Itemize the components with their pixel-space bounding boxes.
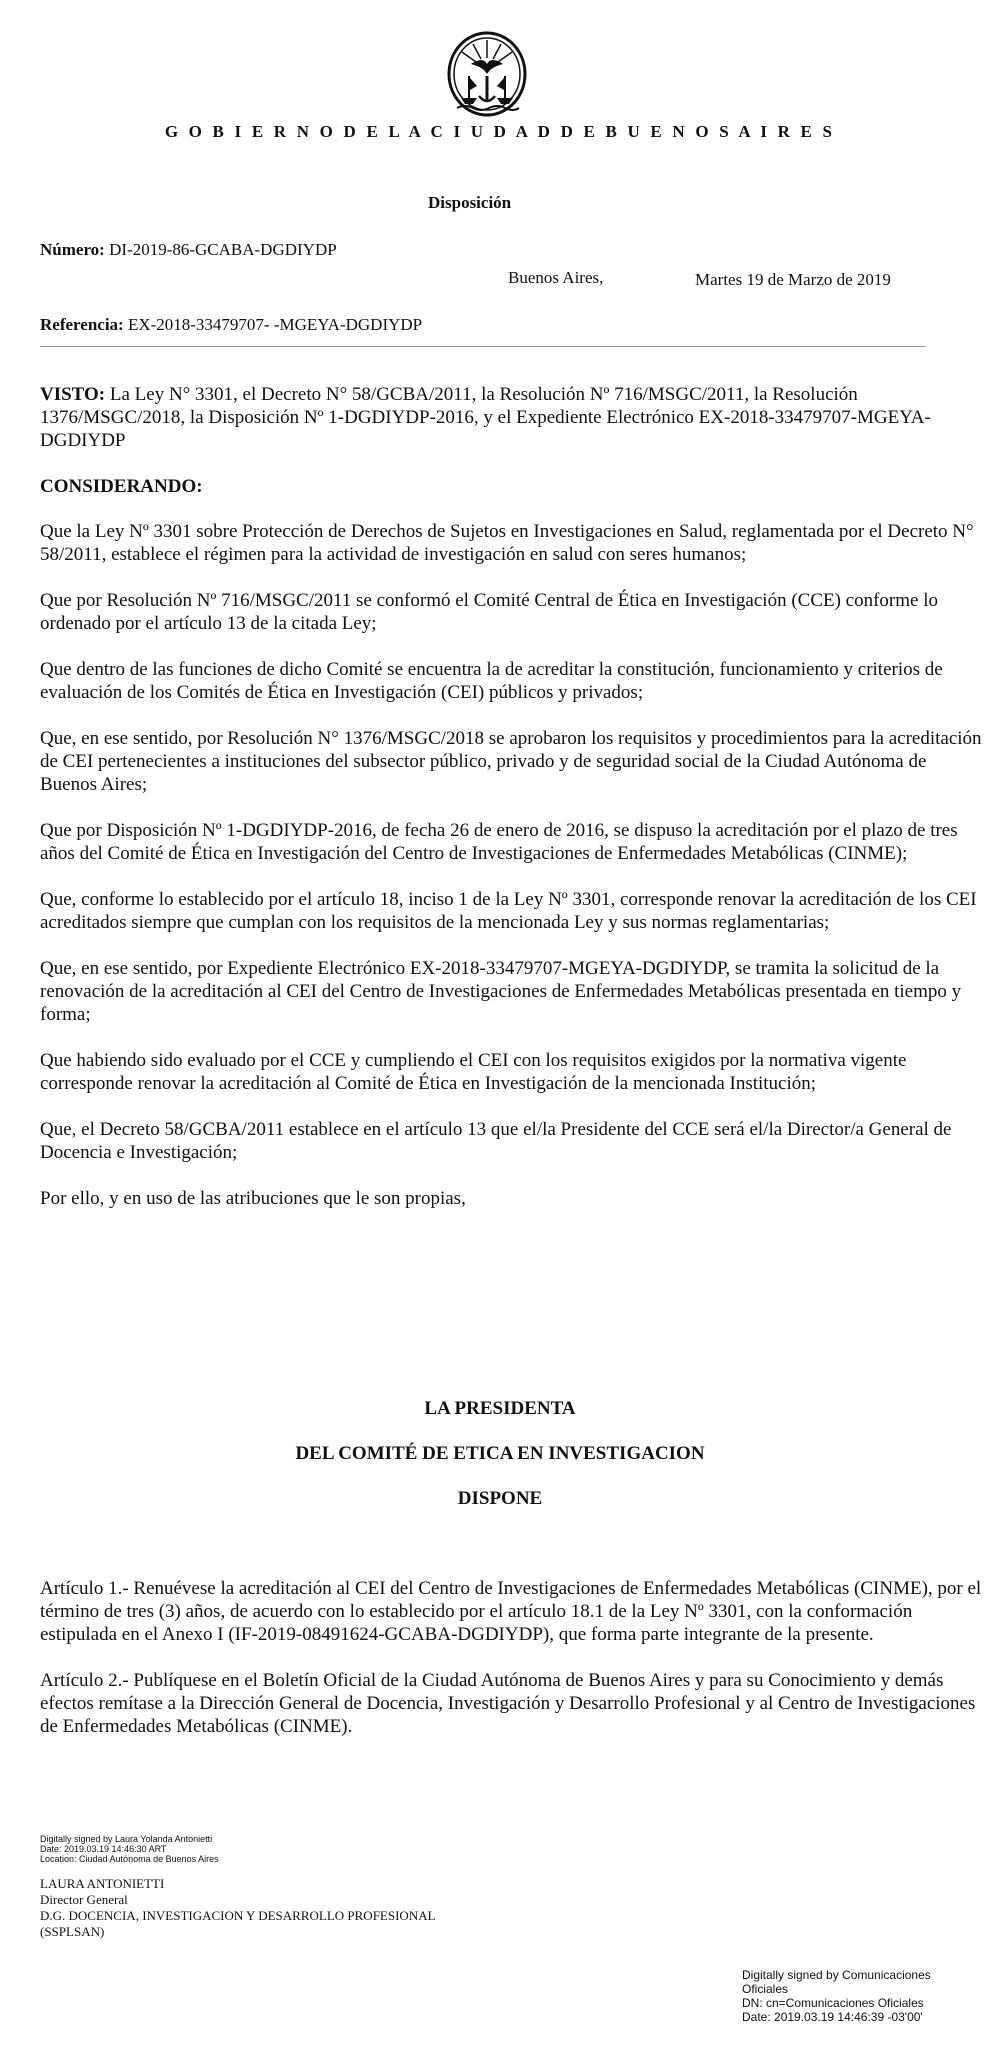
paragraph: Que, conforme lo establecido por el artículo 18, inciso 1 de la Ley Nº 3301, corresponde renovar la acreditación de los CEI acreditados siempre que cumplan con los requisitos de la mencionada Ley y sus normas reglamentarias; xyxy=(40,889,977,933)
document-date: Martes 19 de Marzo de 2019 xyxy=(695,270,891,289)
signer-unit: (SSPLSAN) xyxy=(40,1924,105,1939)
document-type: Disposición xyxy=(428,193,512,212)
signature-line: Oficiales xyxy=(742,1982,789,1996)
digital-signature-antonietti xyxy=(40,1834,219,1864)
article-1: Artículo 1.- Renuévese la acreditación al CEI del Centro de Investigaciones de Enfermedades Metabólicas (CINME), por el término de tres (3) años, de acuerdo con lo establecido por el artículo 18.1 de la Ley Nº 3301, con la conformación estipulada en el Anexo I (IF-2019-08491624-GCABA-DGDIYDP), que forma parte integrante de la presente. xyxy=(40,1578,982,1645)
signer-block xyxy=(40,1876,436,1940)
paragraph: Que, en ese sentido, por Resolución N° 1376/MSGC/2018 se aprobaron los requisitos y procedimientos para la acreditación de CEI pertenecientes a instituciones del subsector público, privado y de seguridad social de la Ciudad Autónoma de Buenos Aires; xyxy=(40,728,982,795)
paragraph: Que, el Decreto 58/GCBA/2011 establece en el artículo 13 que el/la Presidente del CCE será el/la Director/a General de Docencia e Investigación; xyxy=(40,1119,952,1163)
government-header: G O B I E R N O D E L A C I U D A D D E B U E N O S A I R E S xyxy=(164,122,836,141)
paragraph: Que, en ese sentido, por Expediente Electrónico EX-2018-33479707-MGEYA-DGDIYDP, se tramita la solicitud de la renovación de la acreditación al CEI del Centro de Investigaciones de Enfermedades Metabólicas presentada en tiempo y forma; xyxy=(40,958,962,1025)
seal-graphic xyxy=(443,28,531,124)
numero-value: DI-2019-86-GCABA-DGDIYDP xyxy=(109,240,337,259)
heading-presidenta: LA PRESIDENTA xyxy=(424,1398,576,1419)
signature-line: Date: 2019.03.19 14:46:39 -03'00' xyxy=(742,2010,923,2024)
signature-line: Date: 2019.03.19 14:46:30 ART xyxy=(40,1844,167,1854)
signer-title: Director General xyxy=(40,1892,128,1907)
document-number xyxy=(40,240,337,260)
place: Buenos Aires, xyxy=(508,268,604,287)
document-body xyxy=(40,383,985,1233)
signature-line: DN: cn=Comunicaciones Oficiales xyxy=(742,1996,924,2010)
resolution-heading xyxy=(0,1397,1000,1532)
numero-label: Número: xyxy=(40,240,105,259)
visto-text: La Ley N° 3301, el Decreto N° 58/GCBA/2011, la Resolución Nº 716/MSGC/2011, la Resolución 1376/MSGC/2018, la Disposición Nº 1-DGDIYDP-2016, y el Expediente Electrónico EX-2018-33479707-MGEYA-DGDIYDP xyxy=(40,384,931,451)
heading-comite: DEL COMITÉ DE ETICA EN INVESTIGACION xyxy=(295,1443,705,1464)
heading-dispone: DISPONE xyxy=(457,1488,543,1509)
considerando-heading: CONSIDERANDO: xyxy=(40,476,203,497)
paragraph: Que por Resolución Nº 716/MSGC/2011 se conformó el Comité Central de Ética en Investigación (CCE) conforme lo ordenado por el artículo 13 de la citada Ley; xyxy=(40,590,939,634)
articles xyxy=(40,1577,985,1761)
digital-signature-comunicaciones xyxy=(742,1968,931,2024)
signer-name: LAURA ANTONIETTI xyxy=(40,1876,165,1891)
paragraph: Que habiendo sido evaluado por el CCE y cumpliendo el CEI con los requisitos exigidos por la normativa vigente corresponde renovar la acreditación al Comité de Ética en Investigación de la mencionada Institución; xyxy=(40,1050,907,1094)
paragraph: Que por Disposición Nº 1-DGDIYDP-2016, de fecha 26 de enero de 2016, se dispuso la acreditación por el plazo de tres años del Comité de Ética en Investigación del Centro de Investigaciones de Enfermedades Metabólicas (CINME); xyxy=(40,820,958,864)
signature-line: Digitally signed by Comunicaciones xyxy=(742,1968,931,1982)
referencia-value: EX-2018-33479707- -MGEYA-DGDIYDP xyxy=(127,315,423,334)
visto-paragraph xyxy=(40,383,985,452)
article-2: Artículo 2.- Publíquese en el Boletín Oficial de la Ciudad Autónoma de Buenos Aires y para su Conocimiento y demás efectos remítase a la Dirección General de Docencia, Investigación y Desarrollo Profesional y al Centro de Investigaciones de Enfermedades Metabólicas (CINME). xyxy=(40,1670,976,1737)
signature-line: Location: Ciudad Autónoma de Buenos Aires xyxy=(40,1854,219,1864)
header-divider xyxy=(40,346,926,347)
city-seal-icon xyxy=(443,28,531,124)
signature-line: Digitally signed by Laura Yolanda Antonietti xyxy=(40,1834,213,1844)
visto-label: VISTO: xyxy=(40,384,106,405)
paragraph: Por ello, y en uso de las atribuciones que le son propias, xyxy=(40,1188,466,1209)
paragraph: Que la Ley Nº 3301 sobre Protección de Derechos de Sujetos en Investigaciones en Salud, reglamentada por el Decreto N° 58/2011, establece el régimen para la actividad de investigación en salud con seres humanos; xyxy=(40,521,974,565)
referencia-label: Referencia: xyxy=(40,315,124,334)
signer-office: D.G. DOCENCIA, INVESTIGACION Y DESARROLLO PROFESIONAL xyxy=(40,1908,436,1923)
reference xyxy=(40,315,422,335)
paragraph: Que dentro de las funciones de dicho Comité se encuentra la de acreditar la constitución, funcionamiento y criterios de evaluación de los Comités de Ética en Investigación (CEI) públicos y privados; xyxy=(40,659,943,703)
